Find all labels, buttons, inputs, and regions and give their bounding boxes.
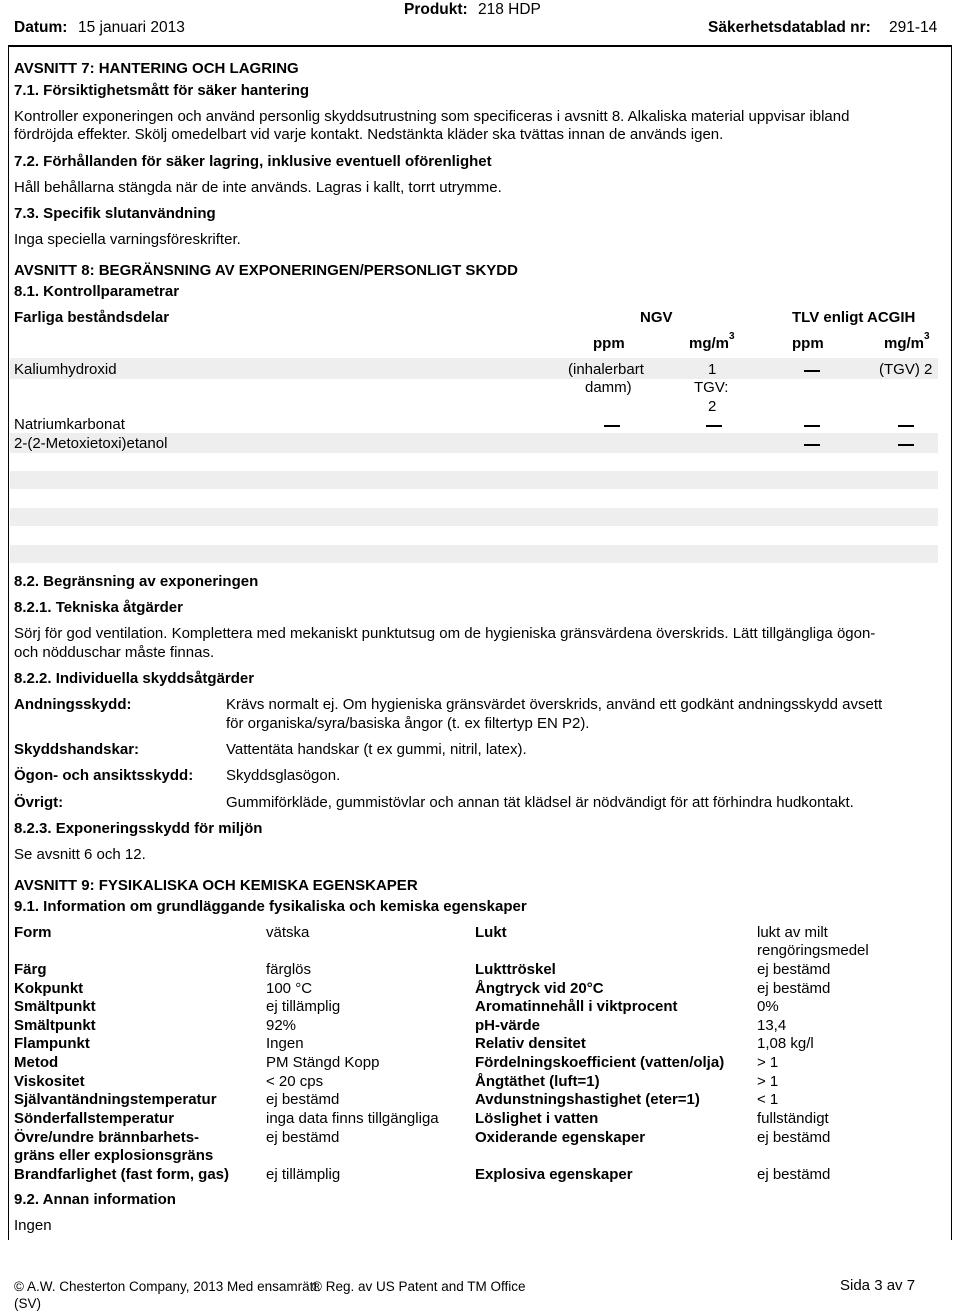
ppe-other-value: Gummiförkläde, gummistövlar och annan tät klädsel är nödvändigt för att förhindra hudkontakt. [226, 794, 854, 811]
heading-7-2: 7.2. Förhållanden för säker lagring, inklusive eventuell oförenlighet [14, 153, 492, 170]
heading-7-3: 7.3. Specifik slutanvändning [14, 205, 216, 222]
property-label: Självantändningstemperatur [14, 1091, 217, 1108]
heading-9-1: 9.1. Information om grundläggande fysikaliska och kemiska egenskaper [14, 898, 527, 915]
heading-8-1: 8.1. Kontrollparametrar [14, 283, 180, 300]
date-label: Datum: [14, 19, 68, 36]
property-value: > 1 [757, 1054, 779, 1071]
product-label: Produkt: [404, 1, 468, 18]
ppe-respiratory-line2: för organiska/syra/basiska ångor (t. ex filtertyp EN P2). [226, 715, 590, 732]
row-kaliumhydroxid-ngv-mg-3: 2 [708, 398, 717, 415]
footer-language: (SV) [14, 1296, 41, 1311]
heading-8-2-1: 8.2.1. Tekniska åtgärder [14, 599, 183, 616]
property-value: rengöringsmedel [757, 942, 869, 959]
row-kaliumhydroxid-ngv-ppm-1: (inhalerbart [568, 361, 644, 378]
tlv-mgm3-header: $mg/m^3$ [884, 331, 930, 352]
ppe-gloves-value: Vattentäta handskar (t ex gummi, nitril, latex). [226, 741, 527, 758]
row-kaliumhydroxid-name: Kaliumhydroxid [14, 361, 117, 378]
property-label: Kokpunkt [14, 980, 84, 997]
property-label: Ångtryck vid 20°C [475, 980, 604, 997]
row-metoxietoxietanol-name: 2-(2-Metoxietoxi)etanol [14, 435, 168, 452]
property-label: Brandfarlighet (fast form, gas) [14, 1166, 230, 1183]
footer-copyright: © A.W. Chesterton Company, 2013 Med ensamrätt. [14, 1279, 321, 1294]
property-label: Smältpunkt [14, 998, 96, 1015]
product-value: 218 HDP [478, 1, 541, 18]
property-label: Lukt [475, 924, 507, 941]
property-value: ej tillämplig [266, 998, 341, 1015]
left-border [8, 45, 9, 1240]
text-7-2: Håll behållarna stängda när de inte används. Lagras i kallt, torrt utrymme. [14, 179, 502, 196]
property-value: ej bestämd [757, 1129, 831, 1146]
text-7-3: Inga speciella varningsföreskrifter. [14, 231, 241, 248]
property-value: ej bestämd [757, 961, 831, 978]
property-value: ej bestämd [266, 1129, 340, 1146]
footer-page-number: Sida 3 av 7 [840, 1277, 916, 1294]
property-label: Aromatinnehåll i viktprocent [475, 998, 678, 1015]
property-value: PM Stängd Kopp [266, 1054, 380, 1071]
property-value: ej bestämd [266, 1091, 340, 1108]
ppe-eye-label: Ögon- och ansiktsskydd: [14, 767, 194, 784]
dash-mark [804, 425, 820, 427]
dash-mark [804, 444, 820, 446]
table-row-shade [10, 471, 938, 489]
property-label: Form [14, 924, 52, 941]
ppe-gloves-label: Skyddshandskar: [14, 741, 140, 758]
property-label: Flampunkt [14, 1035, 90, 1052]
property-label: Relativ densitet [475, 1035, 586, 1052]
property-value: Ingen [266, 1035, 304, 1052]
heading-8-2-2: 8.2.2. Individuella skyddsåtgärder [14, 670, 255, 687]
row-kaliumhydroxid-tlv-mg: (TGV) 2 [879, 361, 933, 378]
date-value: 15 januari 2013 [78, 19, 185, 36]
property-value: fullständigt [757, 1110, 829, 1127]
heading-9-2: 9.2. Annan information [14, 1191, 176, 1208]
dash-mark [804, 370, 820, 372]
property-value: 13,4 [757, 1017, 787, 1034]
table-row-shade [10, 358, 938, 379]
property-value: inga data finns tillgängliga [266, 1110, 439, 1127]
table-row-shade [10, 508, 938, 526]
property-value: 1,08 kg/l [757, 1035, 814, 1052]
property-label: Färg [14, 961, 47, 978]
property-value: > 1 [757, 1073, 779, 1090]
footer-registered: ® Reg. av US Patent and TM Office [312, 1279, 526, 1294]
text-8-2-1-line2: och nödduschar måste finnas. [14, 644, 215, 661]
property-value: ej tillämplig [266, 1166, 341, 1183]
dash-mark [898, 444, 914, 446]
dash-mark [604, 425, 620, 427]
text-8-2-1-line1: Sörj för god ventilation. Komplettera med mekaniskt punktutsug om de hygieniska gränsvärdena överskrids. Lätt tillgängliga ögon- [14, 625, 876, 642]
property-label: Ångtäthet (luft=1) [475, 1073, 600, 1090]
property-value: färglös [266, 961, 312, 978]
property-value: ej bestämd [757, 1166, 831, 1183]
section-8-title: AVSNITT 8: BEGRÄNSNING AV EXPONERINGEN/PERSONLIGT SKYDD [14, 262, 518, 279]
tlv-ppm-header: ppm [792, 335, 824, 352]
row-kaliumhydroxid-ngv-ppm-2: damm) [585, 379, 632, 396]
heading-8-2: 8.2. Begränsning av exponeringen [14, 573, 259, 590]
sds-number-value: 291-14 [889, 19, 938, 36]
section-9-title: AVSNITT 9: FYSIKALISKA OCH KEMISKA EGENSKAPER [14, 877, 418, 894]
ppe-respiratory-line1: Krävs normalt ej. Om hygieniska gränsvärdet överskrids, använd ett godkänt andningsskydd avsett [226, 696, 883, 713]
ngv-mgm3-header: $mg/m^3$ [689, 331, 735, 352]
ppe-eye-value: Skyddsglasögon. [226, 767, 341, 784]
text-9-2: Ingen [14, 1217, 52, 1234]
sds-number-label: Säkerhetsdatablad nr: [708, 19, 871, 36]
property-value: < 20 cps [266, 1073, 324, 1090]
heading-8-2-3: 8.2.3. Exponeringsskydd för miljön [14, 820, 263, 837]
dash-mark [706, 425, 722, 427]
property-label: Sönderfallstemperatur [14, 1110, 175, 1127]
property-value: 92% [266, 1017, 297, 1034]
row-kaliumhydroxid-ngv-mg-1: 1 [708, 361, 717, 378]
heading-7-1: 7.1. Försiktighetsmått för säker hantering [14, 82, 310, 99]
section-7-title: AVSNITT 7: HANTERING OCH LAGRING [14, 60, 299, 77]
property-label: Metod [14, 1054, 59, 1071]
property-value: 100 °C [266, 980, 313, 997]
property-value: ej bestämd [757, 980, 831, 997]
property-label: Oxiderande egenskaper [475, 1129, 646, 1146]
ppe-respiratory-label: Andningsskydd: [14, 696, 132, 713]
text-7-1-line2: fördröjda effekter. Skölj omedelbart vid varje kontakt. Nedstänkta kläder ska tvättas innan de används igen. [14, 126, 724, 143]
table-header-ngv: NGV [640, 309, 673, 326]
text-7-1-line1: Kontroller exponeringen och använd personlig skyddsutrustning som specificeras i avsnitt 8. Alkaliska material uppvisar ibland [14, 108, 850, 125]
ppe-other-label: Övrigt: [14, 794, 64, 811]
header-divider [8, 45, 952, 47]
property-value: lukt av milt [757, 924, 828, 941]
table-header-substances: Farliga beståndsdelar [14, 309, 170, 326]
row-natriumkarbonat-name: Natriumkarbonat [14, 416, 125, 433]
right-border [951, 45, 952, 1240]
row-kaliumhydroxid-ngv-mg-2: TGV: [694, 379, 729, 396]
table-row-shade [10, 545, 938, 563]
property-label: Fördelningskoefficient (vatten/olja) [475, 1054, 725, 1071]
property-label: Viskositet [14, 1073, 85, 1090]
property-label: Explosiva egenskaper [475, 1166, 633, 1183]
property-label: Löslighet i vatten [475, 1110, 599, 1127]
property-value: vätska [266, 924, 310, 941]
property-label: gräns eller explosionsgräns [14, 1147, 214, 1164]
dash-mark [898, 425, 914, 427]
property-label: Avdunstningshastighet (eter=1) [475, 1091, 700, 1108]
text-8-2-3: Se avsnitt 6 och 12. [14, 846, 146, 863]
property-label: Övre/undre brännbarhets- [14, 1129, 200, 1146]
ngv-ppm-header: ppm [593, 335, 625, 352]
property-label: pH-värde [475, 1017, 541, 1034]
property-label: Lukttröskel [475, 961, 556, 978]
property-value: 0% [757, 998, 779, 1015]
property-label: Smältpunkt [14, 1017, 96, 1034]
table-header-tlv: TLV enligt ACGIH [792, 309, 916, 326]
property-value: < 1 [757, 1091, 779, 1108]
